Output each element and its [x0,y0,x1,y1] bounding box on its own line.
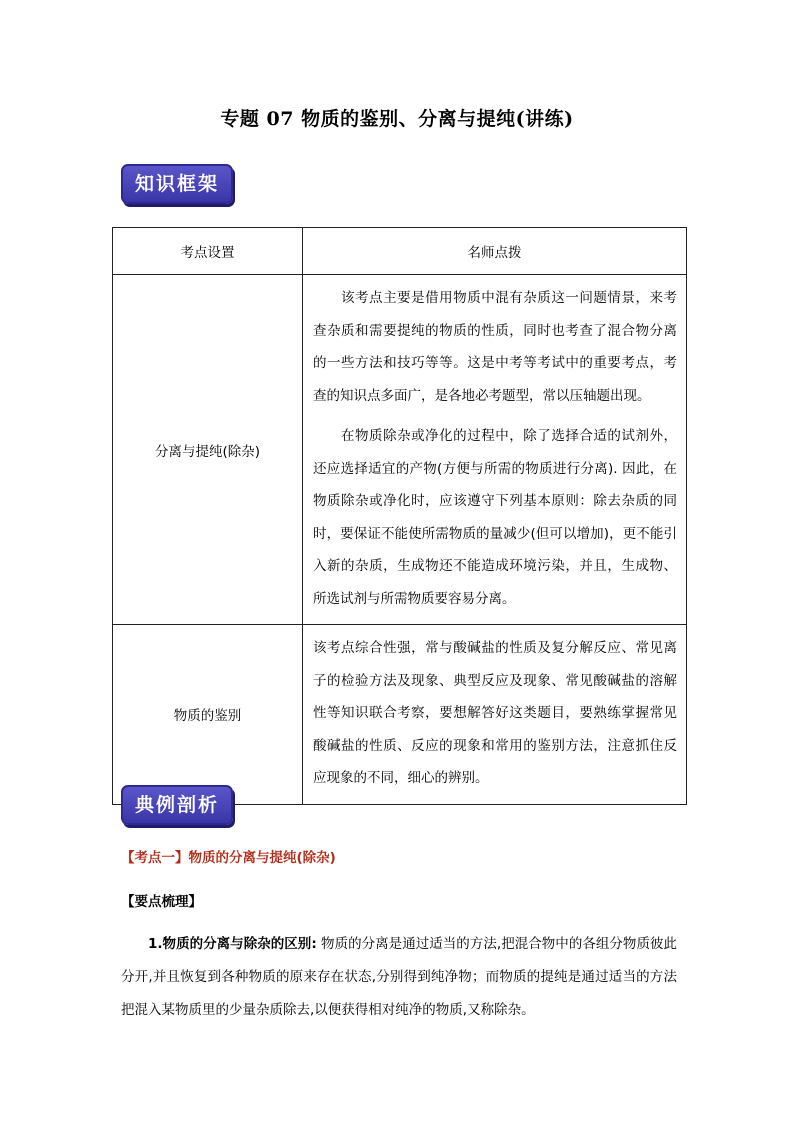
paragraph-lead: 1.物质的分离与除杂的区别: [148,936,317,952]
body-paragraph [121,928,677,1027]
table-header-row [113,228,687,275]
section-heading: 【考点一】物质的分离与提纯(除杂) [121,850,336,866]
page-title: 专题 07 物质的鉴别、分离与提纯(讲练) [220,108,574,130]
table-row [113,625,687,805]
table-cell-topic: 物质的鉴别 [113,625,303,805]
table-header-topic: 考点设置 [113,228,303,275]
table-header-tips: 名师点拨 [303,228,687,275]
knowledge-framework-badge: 知识框架 [121,164,233,204]
examples-badge: 典例剖析 [121,785,233,825]
table-cell-tips [303,625,687,805]
knowledge-table [112,227,687,805]
table-row [113,275,687,625]
tip-paragraph: 在物质除杂或净化的过程中，除了选择合适的试剂外，还应选择适宜的产物(方便与所需的物质进行分离). 因此，在物质除杂或净化时，应该遵守下列基本原则：除去杂质的同时，要保证不能使所需物质的量减少(但可以增加)，更不能引入新的杂质，生成物还不能造成环境污染，并且，生成物、所选试剂与所需物质要容易分离。 [313,428,677,607]
tip-paragraph: 该考点主要是借用物质中混有杂质这一问题情景，来考查杂质和需要提纯的物质的性质，同时也考查了混合物分离的一些方法和技巧等等。这是中考等考试中的重要考点，考查的知识点多面广，是各地必考题型，常以压轴题出现。 [313,290,677,404]
table-cell-tips [303,275,687,625]
tip-paragraph: 该考点综合性强，常与酸碱盐的性质及复分解反应、常见离子的检验方法及现象、典型反应及现象、常见酸碱盐的溶解性等知识联合考察，要想解答好这类题目，要熟练掌握常见酸碱盐的性质、反应的现象和常用的鉴别方法，注意抓住反应现象的不同，细心的辨别。 [313,640,677,786]
section-subheading: 【要点梳理】 [121,894,202,910]
table-cell-topic: 分离与提纯(除杂) [113,275,303,625]
paragraph-body: 物质的分离是通过适当的方法,把混合物中的各组分物质彼此分开,并且恢复到各种物质的原来存在状态,分别得到纯净物；而物质的提纯是通过适当的方法把混入某物质里的少量杂质除去,以便获得相对纯净的物质,又称除杂。 [121,936,677,1018]
